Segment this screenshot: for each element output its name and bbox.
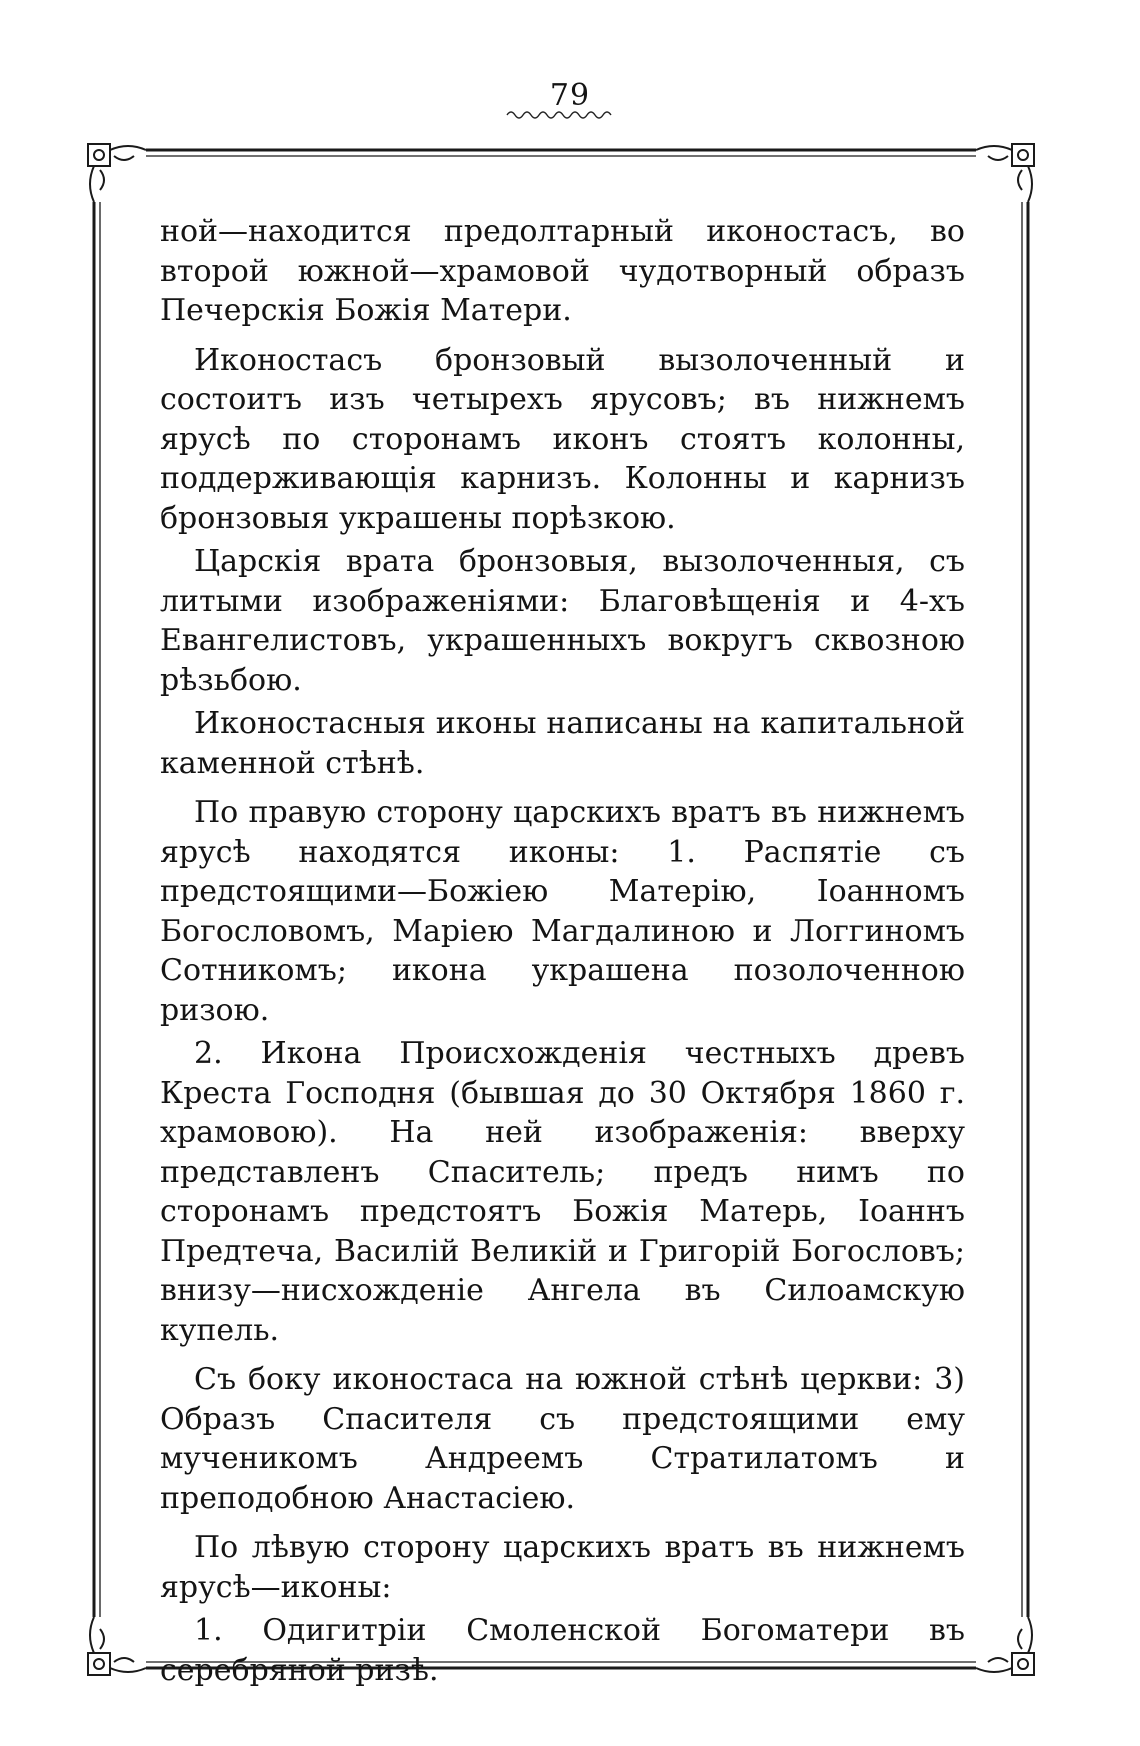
paragraph: Иконостасныя иконы написаны на капитальной каменной стѣнѣ.	[160, 706, 965, 781]
paragraph: 2. Икона Происхожденія честныхъ древъ Креста Господня (бывшая до 30 Октября 1860 г. храмовою). На ней изображенія: вверху представленъ Спаситель; предъ нимъ по сторонамъ предстоятъ Божія Матерь, Іоаннъ Предтеча, Василій Великій и Григорій Богословъ; внизу—нисхожденіе Ангела въ Силоамскую купель.	[160, 1036, 965, 1348]
wavy-rule-ornament	[505, 108, 615, 120]
paragraph: По лѣвую сторону царскихъ вратъ въ нижнемъ ярусѣ—иконы:	[160, 1530, 965, 1605]
paragraph: 1. Одигитріи Смоленской Богоматери въ серебряной ризѣ.	[160, 1613, 965, 1688]
paragraph: ной—находится предолтарный иконостасъ, во второй южной—храмовой чудотворный образъ Печерскія Божія Матери.	[160, 214, 965, 328]
page-number: 79	[549, 78, 591, 113]
paragraph: По правую сторону царскихъ вратъ въ нижнемъ ярусѣ находятся иконы: 1. Распятіе съ предстоящими—Божіею Матерію, Іоанномъ Богословомъ, Маріею Магдалиною и Логгиномъ Сотникомъ; икона украшена позолоченною ризою.	[160, 795, 965, 1028]
paragraph: Иконостасъ бронзовый вызолоченный и состоитъ изъ четырехъ ярусовъ; въ нижнемъ ярусѣ по сторонамъ иконъ стоятъ колонны, поддерживающія карнизъ. Колонны и карнизъ бронзовыя украшены порѣзкою.	[160, 342, 965, 536]
paragraph: Царскія врата бронзовыя, вызолоченныя, съ литыми изображеніями: Благовѣщенія и 4-хъ Евангелистовъ, украшенныхъ вокругъ сквозною рѣзьбою.	[160, 544, 965, 698]
paragraph: Съ боку иконостаса на южной стѣнѣ церкви: 3) Образъ Спасителя съ предстоящими ему мученикомъ Андреемъ Стратилатомъ и преподобною Анастасіею.	[160, 1362, 965, 1516]
page-text	[160, 212, 965, 1694]
